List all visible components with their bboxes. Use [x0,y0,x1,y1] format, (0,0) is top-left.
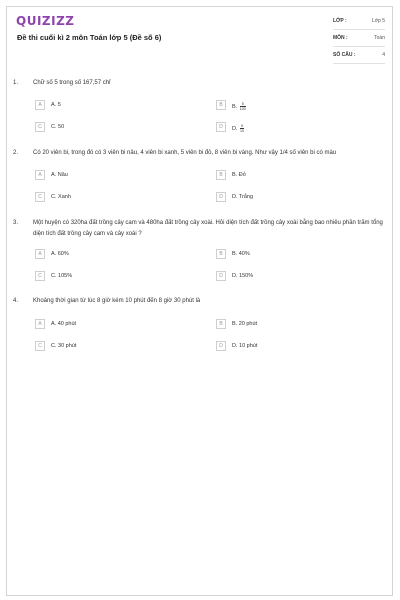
quizizz-logo: QUIZIZZ [16,14,75,28]
question-number: 3. [13,220,19,226]
option-label: C. Xanh [51,194,71,200]
option-letter-box: C [35,192,45,202]
option-label: A. 5 [51,102,61,108]
option-label: B. Đỏ [232,172,246,178]
option-label: B. 40% [232,251,250,257]
page-title: Đề thi cuối kì 2 môn Toán lớp 5 (Đề số 6) [17,33,162,42]
option-letter-box: D [216,341,226,351]
option-letter-box: B [216,249,226,259]
option-letter-box: C [35,122,45,132]
option-letter-box: A [35,319,45,329]
meta-value: 4 [382,52,385,58]
fraction: $\frac{5}{100}$ [239,102,246,111]
option-letter-box: C [35,341,45,351]
fraction: $\frac{5}{10}$ [240,124,245,133]
option-letter-box: D [216,122,226,132]
option-letter-box: D [216,192,226,202]
option-label: D. $\frac{5}{10}$ [232,124,245,133]
meta-value: Toán [374,35,385,41]
meta-label: LỚP : [333,18,347,24]
question-text: Chữ số 5 trong số 167,57 chỉ [33,80,111,86]
option-label: B. 20 phút [232,321,258,327]
option-letter-box: A [35,170,45,180]
meta-row-grade [333,14,385,30]
meta-label: SỐ CÂU : [333,52,356,58]
question-number: 2. [13,150,19,156]
meta-panel [333,14,385,65]
option-label: C. 105% [51,273,73,279]
option-label: A. Nâu [51,172,68,178]
option-label: C. 30 phút [51,343,77,349]
option-letter-box: A [35,249,45,259]
question-text: Một huyện có 320ha đất trồng cây cam và 480ha đất trồng cây xoài. Hỏi diện tích đất trồng cây xoài bằng bao nhiêu phần trăm tổng diện tích đất trồng cây cam và cây xoài ? [33,220,383,237]
option-letter-box: A [35,100,45,110]
meta-value: Lớp 5 [371,18,385,24]
question-text: Khoảng thời gian từ lúc 8 giờ kém 10 phút đến 8 giờ 30 phút là [33,298,201,304]
option-label: C. 50 [51,124,65,130]
option-label: D. 10 phút [232,343,258,349]
question-number: 4. [13,298,19,304]
option-letter-box: B [216,100,226,110]
option-letter-box: D [216,271,226,281]
option-label: A. 60% [51,251,69,257]
option-label: A. 40 phút [51,321,77,327]
meta-label: MÔN : [333,35,348,41]
meta-row-question-count [333,48,385,64]
option-letter-box: B [216,170,226,180]
option-label: D. Trắng [232,194,254,200]
question-number: 1. [13,80,19,86]
meta-row-subject [333,31,385,47]
question-text: Có 20 viên bi, trong đó có 3 viên bi nâu, 4 viên bi xanh, 5 viên bi đỏ, 8 viên bi vàng. Như vậy 1/4 số viên bi có màu [33,150,337,156]
option-letter-box: C [35,271,45,281]
option-label: D. 150% [232,273,254,279]
option-letter-box: B [216,319,226,329]
option-label: B. $\frac{5}{100}$ [232,102,246,111]
